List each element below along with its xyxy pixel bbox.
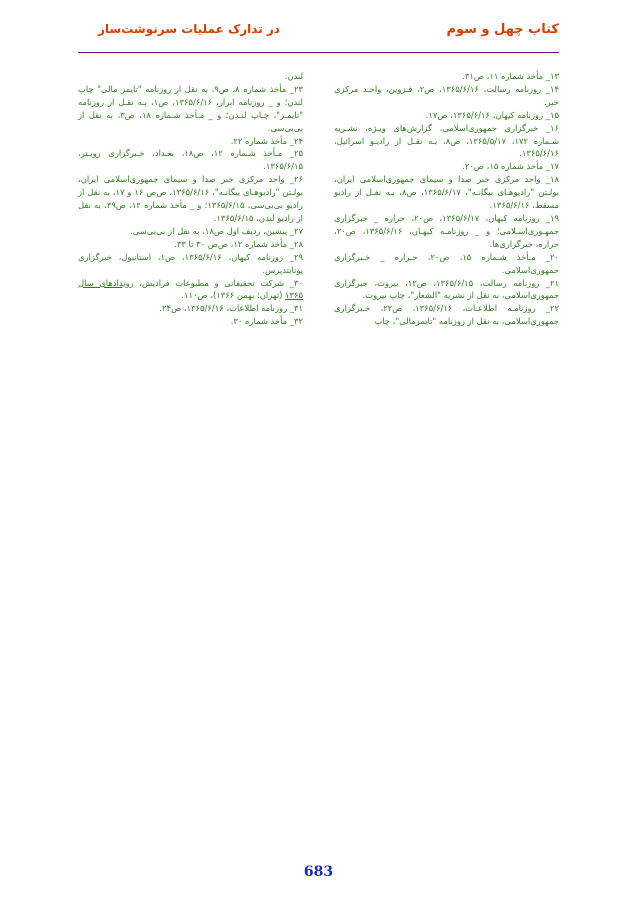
endnote-27: ۲۷_ پیشین، ردیف اول ص۱۸، به نقل از بی‌بی‌سی.	[130, 225, 303, 236]
endnote-19: ۱۹_ روزنامه کیهان، ۱۳۶۵/۶/۱۷، ص۲۰، حراره _ خبرگزاری جمهـوری‌اسـلامی؛ و _ روزنامـه کیهـان، ۱۳۶۵/۶/۱۶، ص۲۰، حراره، خبرگزاری‌ها.	[334, 212, 560, 249]
endnote-21: ۲۱_ روزنامه رسالت، ۱۳۶۵/۶/۱۵، ص۱۲، بیروت، خبرگزاری جمهوری‌اسلامی، به نقل از نشریه "الشعار"، چاپ بیروت.	[334, 277, 559, 301]
endnote-28: ۲۸_ مأخذ شماره ۱۲، ص‌ص ۳۰ تا ۳۳.	[174, 238, 303, 249]
endnote-25: ۲۵_ مـأخذ شـماره ۱۲، ص۱۸، بغـداد، خـبرگزاری رویـتر، ۱۳۶۵/۶/۱۵.	[78, 148, 303, 172]
endnote-15: ۱۵_ روزنامه کیهان، ۱۳۶۵/۶/۱۶، ص۱۷.	[425, 109, 559, 120]
endnote-22-continued: لندن.	[284, 71, 303, 81]
page-number: 683	[303, 864, 334, 880]
endnote-29: ۲۹_ روزنامه کیهان، ۱۳۶۵/۶/۱۶، ص۱، استانبول، خبرگزاری یونایتدپرس.	[78, 251, 303, 275]
endnote-30	[78, 277, 303, 303]
endnote-17: ۱۷_ مأخذ شماره ۱۵، ص۲۰.	[462, 161, 559, 172]
endnote-20: ۲۰_ مـأخذ شـماره ۱۵، ص۲۰، حـراره _ خـبرگزاری جمهوری‌اسلامی.	[334, 251, 559, 275]
endnotes-left-column	[78, 70, 303, 328]
endnote-30-text: ۳۰_ شرکت تحقیقاتی و مطبوعات فرادیش،	[133, 277, 303, 288]
endnotes-right-column	[334, 70, 559, 328]
endnote-26: ۲۶_ واحد مرکزی خبر صدا و سیمای جمهوری‌اسلامی ایران، بولـتن "رادیوهـای بیگانـه"، ۱۳۶۵/۶/۱۶، ص‌ص ۱۶ و ۱۷، به نقل از رادیو بی‌بی‌سی، ۱۳۶۵/۶/۱۵؛ و _ مأخذ شماره ۱۲، ص۳۹، به نقل از رادیو لندن، ۱۳۶۵/۶/۱۵.	[78, 174, 304, 223]
endnote-24: ۲۴_ مأخذ شماره ۲۲.	[230, 135, 303, 146]
endnote-30-book-title: رویدادهای سال ۱۳۶۵	[78, 277, 303, 301]
endnotes	[78, 70, 559, 390]
endnote-32: ۳۲_ مأخذ شماره ۳۰.	[230, 316, 303, 327]
endnote-23: ۲۳_ مأخذ شماره ۸، ص۹، به نقل از روزنامه "تایمز مالی" چاپ لندن؛ و _ روزنامه ابرار، ۱۳۶۵/۶/۱۶، ص۱، بـه نقـل از روزنامه "تایمـز"، چـاپ لنـدن؛ و _ مـأخذ شـماره ۱۸، ص۳، به نقل از بی‌بی‌سی.	[78, 83, 303, 133]
section-title: در تدارک عملیات سرنوشت‌ساز	[98, 22, 280, 36]
endnote-13: ۱۳_ مأخذ شماره ۱۱، ص۳۱.	[462, 71, 559, 81]
endnote-18: ۱۸_ واحد مرکزی خبر صدا و سیمای جمهوری‌اسلامی ایران، بولـتن "رادیوهـای بیگانـه"، ۱۳۶۵/۶/۱۷، ص۸، بـه نقـل از رادیو مسقط، ۱۳۶۵/۶/۱۶.	[334, 174, 559, 211]
book-title: کتاب چهل و سوم	[446, 22, 559, 37]
endnote-31: ۳۱_ روزنامه اطلاعات، ۱۳۶۵/۶/۱۶، ص۲۴.	[159, 303, 303, 314]
endnote-14: ۱۴_ روزنامه رسالت، ۱۳۶۵/۶/۱۶، ص۲، قـزوین، واحـد مرکزی خبر.	[334, 83, 559, 107]
endnote-22: ۲۲_ روزنامـه اطلاعـات، ۱۳۶۵/۶/۱۶، ص۲۲، خـبرگزاری جمهوری‌اسلامی، به نقل از روزنامه "تایمزمالی"، چاپ	[334, 303, 559, 327]
header-rule	[78, 52, 559, 53]
endnote-30-publication: (تهران: بهمن ۱۳۶۶)، ص۱۱۰.	[181, 290, 285, 301]
endnote-16: ۱۶_ خبرگزاری جمهوری‌اسلامی، گزارش‌های ویـژه، نشـریه شـماره ۱۷۲، ۱۳۶۵/۵/۱۷، ص۸، بـه نقـل از رادیـو اسرائیل، ۱۳۶۵/۶/۱۶.	[334, 122, 559, 159]
running-header	[78, 22, 559, 42]
